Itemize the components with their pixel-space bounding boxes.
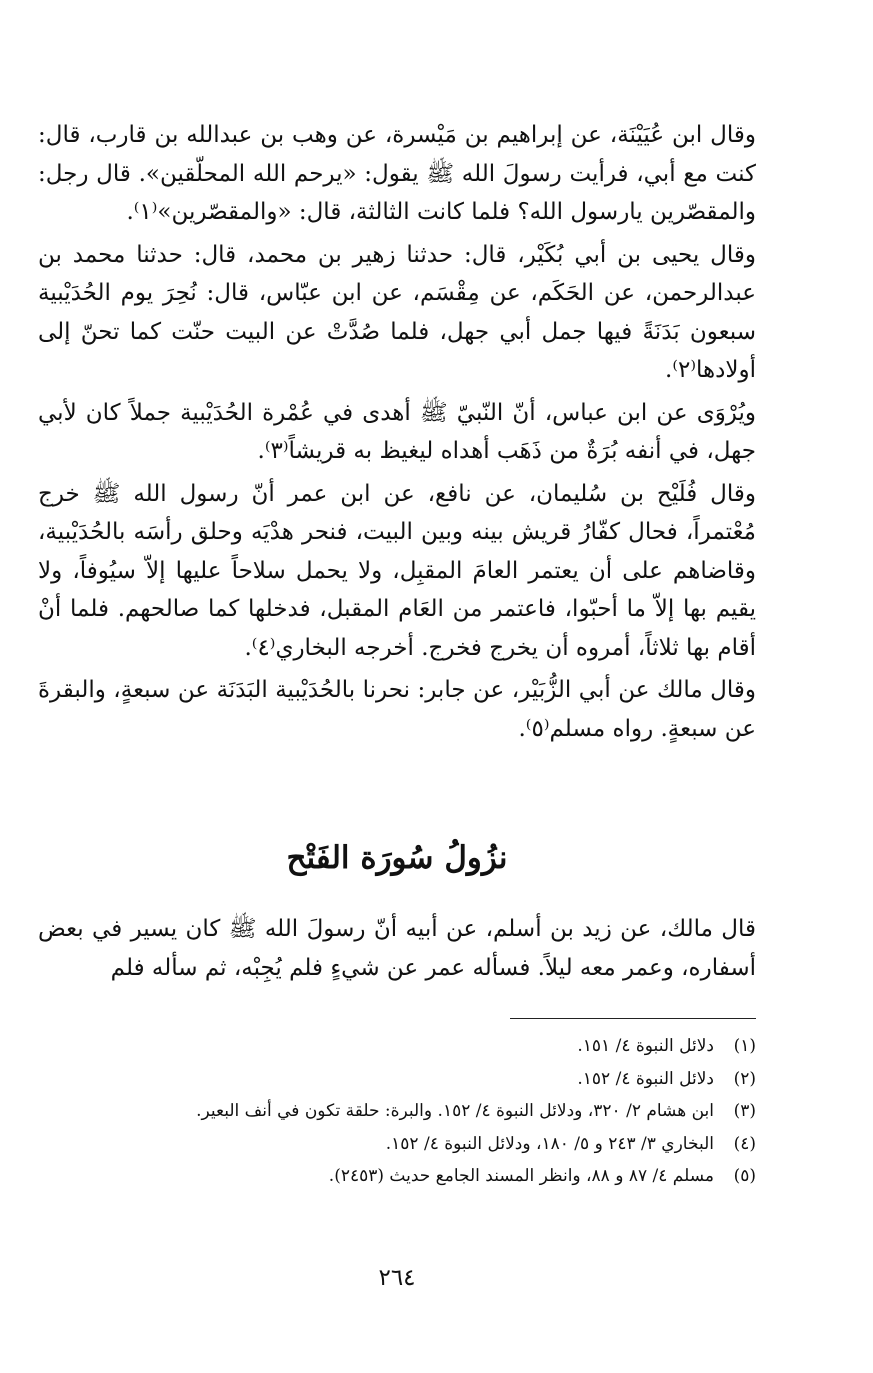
footnote-number: (١) bbox=[733, 1036, 756, 1056]
footnote-text: دلائل النبوة ٤/ ١٥١. bbox=[577, 1036, 714, 1056]
footnote-number: (٣) bbox=[733, 1101, 756, 1121]
section-paragraph: قال مالك، عن زيد بن أسلم، عن أبيه أنّ رسولَ الله ﷺ كان يسير في بعض أسفاره، وعمر معه ليلاً. فسأله عمر عن شيءٍ فلم يُجِبْه، ثم سأله فلم bbox=[38, 916, 756, 981]
paragraph: وقال مالك عن أبي الزُّبَيْر، عن جابر: نحرنا بالحُدَيْبية البَدَنَة عن سبعةٍ، والبقرةَ عن سبعةٍ. رواه مسلم⁽٥⁾. bbox=[38, 677, 756, 742]
paragraph: وقال ابن عُيَيْنَة، عن إبراهيم بن مَيْسرة، عن وهب بن عبدالله بن قارب، قال: كنت مع أبي، فرأيت رسولَ الله ﷺ يقول: «يرحم الله المحلّقين». قال رجل: والمقصّرين يارسول الله؟ فلما كانت الثالثة، قال: «والمقصّرين»⁽١⁾. bbox=[38, 122, 756, 225]
footnote-text: دلائل النبوة ٤/ ١٥٢. bbox=[577, 1068, 714, 1089]
section-heading: نزُولُ سُورَة الفَتْح bbox=[286, 840, 508, 876]
footnote-text: ابن هشام ٢/ ٣٢٠، ودلائل النبوة ٤/ ١٥٢. والبرة: حلقة تكون في أنف البعير. bbox=[196, 1101, 714, 1121]
book-page bbox=[38, 0, 756, 1373]
footnote bbox=[38, 1128, 756, 1161]
footnote-number: (٥) bbox=[733, 1166, 756, 1186]
footnote bbox=[38, 1160, 756, 1193]
paragraph: وقال فُلَيْح بن سُليمان، عن نافع، عن ابن عمر أنّ رسول الله ﷺ خرج مُعْتمراً، فحال كفّارُ قريش بينه وبين البيت، فنحر هدْيَه وحلق رأسَه بالحُدَيْبية، وقاضاهم على أن يعتمر العامَ المقبِل، ولا يحمل سلاحاً عليها إلاّ سيُوفاً، ولا يقيم بها إلاّ ما أحبّوا، فاعتمر من العَام المقبل، فدخلها كما صالحهم. فلما أنْ أقام بها ثلاثاً، أمروه أن يخرج فخرج. أخرجه البخاري⁽٤⁾. bbox=[38, 480, 756, 661]
paragraph: وقال يحيى بن أبي بُكَيْر، قال: حدثنا زهير بن محمد، قال: حدثنا محمد بن عبدالرحمن، عن الحَكَم، عن مِقْسَم، عن ابن عبّاس، قال: نُحِرَ يوم الحُدَيْبية سبعون بَدَنَةً فيها جمل أبي جهل، فلما صُدَّتْ عن البيت حنّت كما تحنّ إلى أولادها⁽٢⁾. bbox=[38, 241, 756, 383]
footnote-text: مسلم ٤/ ٨٧ و ٨٨، وانظر المسند الجامع حديث (٢٤٥٣). bbox=[328, 1166, 714, 1186]
footnote-text: البخاري ٣/ ٢٤٣ و ٥/ ١٨٠، ودلائل النبوة ٤/ ١٥٢. bbox=[385, 1133, 714, 1154]
footnote-number: (٢) bbox=[733, 1068, 756, 1089]
footnotes-list bbox=[38, 1030, 756, 1193]
paragraph: ويُرْوَى عن ابن عباس، أنّ النّبيّ ﷺ أهدى في عُمْرة الحُدَيْبية جملاً كان لأبي جهل، في أنفه بُرَةٌ من ذَهَب أهداه ليغيظ به قريشاً⁽٣⁾. bbox=[38, 399, 756, 464]
footnote bbox=[38, 1063, 756, 1096]
footnote bbox=[38, 1095, 756, 1128]
footnote-number: (٤) bbox=[733, 1133, 756, 1154]
footnote-divider bbox=[510, 1018, 756, 1019]
section-text bbox=[38, 910, 756, 987]
main-text bbox=[38, 116, 756, 748]
footnote bbox=[38, 1030, 756, 1063]
page-number: ٢٦٤ bbox=[378, 1265, 416, 1291]
